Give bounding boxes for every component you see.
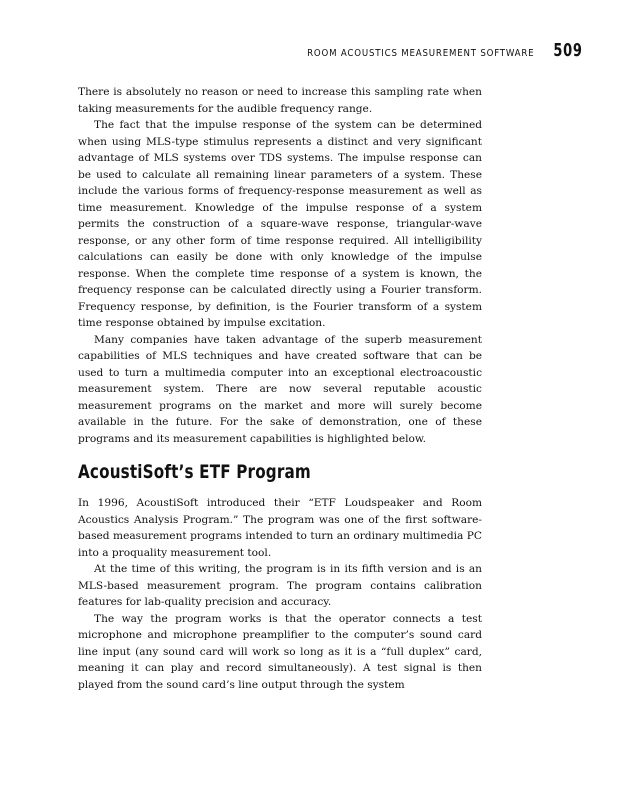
running-title: ROOM ACOUSTICS MEASUREMENT SOFTWARE	[307, 48, 535, 59]
paragraph: The way the program works is that the operator connects a test microphone and microphone preamplifier to the computer’s sound card line input (any sound card will work so long as it is a “full duplex” card, meaning it can play and record simultaneously). A test signal is then played from the sound card’s line output through the system	[78, 612, 482, 691]
paragraph: At the time of this writing, the program is in its fifth version and is an MLS-based measurement program. The program contains calibration features for lab-quality precision and accuracy.	[78, 563, 482, 608]
running-head	[307, 40, 583, 61]
page-body	[78, 84, 482, 693]
paragraph: In 1996, AcoustiSoft introduced their “ETF Loudspeaker and Room Acoustics Analysis Program.” The program was one of the first software-based measurement programs intended to turn an ordinary multimedia PC into a proquality measurement tool.	[78, 497, 482, 559]
page-number: 509	[553, 40, 583, 61]
paragraph: Many companies have taken advantage of the superb measurement capabilities of MLS techniques and have created software that can be used to turn a multimedia computer into an exceptional electroacoustic measurement system. There are now several reputable acoustic measurement programs on the market and more will surely become available in the future. For the sake of demonstration, one of these programs and its measurement capabilities is highlighted below.	[78, 333, 482, 445]
paragraph: The fact that the impulse response of the system can be determined when using MLS-type stimulus represents a distinct and very significant advantage of MLS systems over TDS systems. The impulse response can be used to calculate all remaining linear parameters of a system. These include the various forms of frequency-response measurement as well as time measurement. Knowledge of the impulse response of a system permits the construction of a square-wave response, triangular-wave response, or any other form of time response required. All intelligibility calculations can easily be done with only knowledge of the impulse response. When the complete time response of a system is known, the frequency response can be calculated directly using a Fourier transform. Frequency response, by definition, is the Fourier transform of a system time response obtained by impulse excitation.	[78, 119, 482, 329]
section-heading: AcoustiSoft’s ETF Program	[78, 461, 311, 483]
paragraph: There is absolutely no reason or need to increase this sampling rate when taking measurements for the audible frequency range.	[78, 86, 482, 115]
